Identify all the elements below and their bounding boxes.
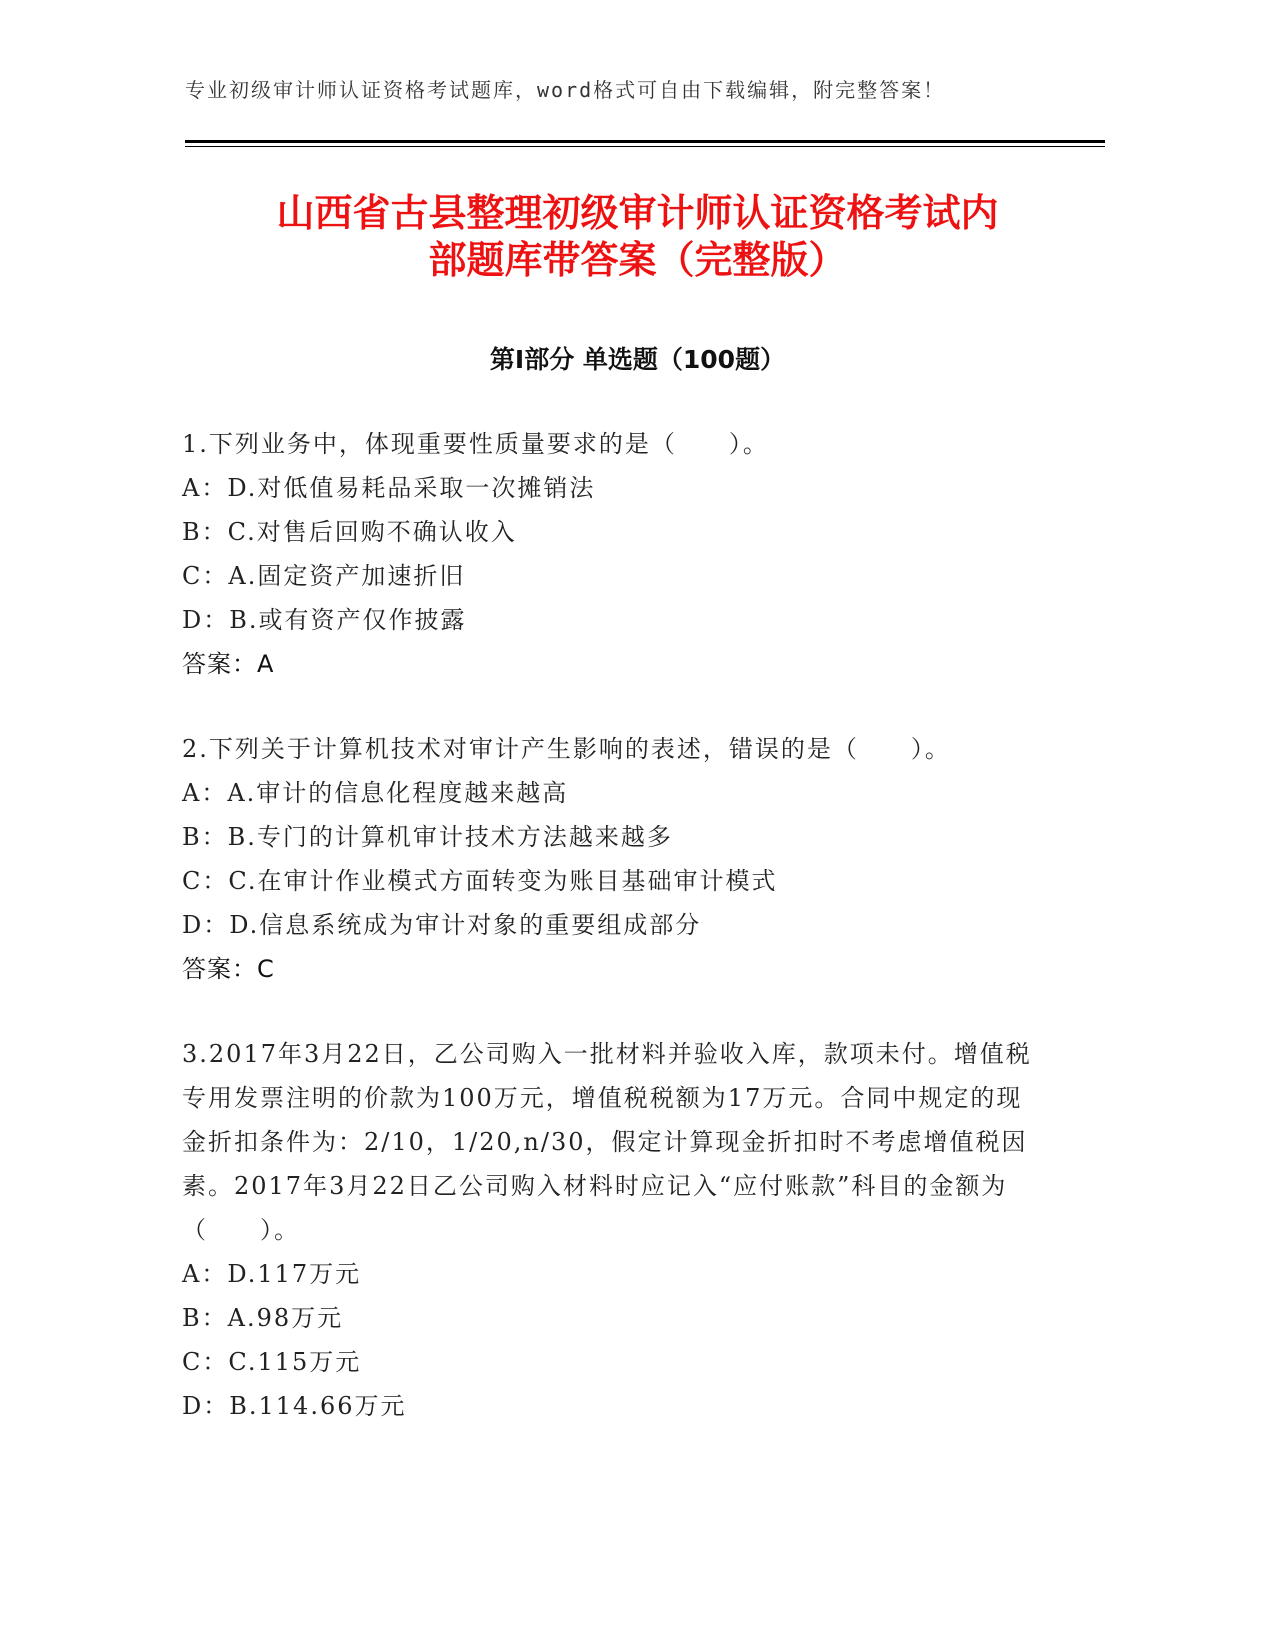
question-stem: 3.2017年3月22日，乙公司购入一批材料并验收入库，款项未付。增值税专用发票注明的价款为100万元，增值税税额为17万元。合同中规定的现金折扣条件为：2/10，1/20,n/30，假定计算现金折扣时不考虑增值税因素。2017年3月22日乙公司购入材料时应记入“应付账款”科目的金额为（ ）。 (182, 1040, 1032, 1244)
option-d: D：D.信息系统成为审计对象的重要组成部分 (182, 911, 702, 939)
option-a: A：D.对低值易耗品采取一次摊销法 (182, 474, 596, 502)
header-rule-thin (185, 146, 1105, 147)
question-stem: 2.下列关于计算机技术对审计产生影响的表述，错误的是（ ）。 (182, 735, 951, 763)
option-d: D：B.114.66万元 (182, 1392, 407, 1420)
option-b: B：A.98万元 (182, 1304, 344, 1332)
option-c: C：A.固定资产加速折旧 (182, 562, 466, 590)
option-c: C：C.115万元 (182, 1348, 362, 1376)
option-b: B：B.专门的计算机审计技术方法越来越多 (182, 823, 673, 851)
answer: 答案：C (182, 955, 275, 983)
option-c: C：C.在审计作业模式方面转变为账目基础审计模式 (182, 867, 778, 895)
option-b: B：C.对售后回购不确认收入 (182, 518, 517, 546)
section-title: 第Ⅰ部分 单选题（100题） (489, 345, 786, 374)
answer: 答案：A (182, 650, 275, 678)
header-note: 专业初级审计师认证资格考试题库，word格式可自由下载编辑，附完整答案！ (185, 78, 946, 102)
document-title (185, 190, 1090, 284)
question-1 (182, 422, 1042, 686)
option-d: D：B.或有资产仅作披露 (182, 606, 467, 634)
option-a: A：A.审计的信息化程度越来越高 (182, 779, 569, 807)
header-rule-thick (185, 140, 1105, 143)
document-title-line-2: 部题库带答案（完整版） (428, 238, 847, 282)
option-a: A：D.117万元 (182, 1260, 362, 1288)
question-3 (182, 1032, 1042, 1428)
question-2 (182, 727, 1042, 991)
document-title-line-1: 山西省古县整理初级审计师认证资格考试内 (276, 191, 999, 235)
question-stem: 1.下列业务中，体现重要性质量要求的是（ ）。 (182, 430, 769, 458)
